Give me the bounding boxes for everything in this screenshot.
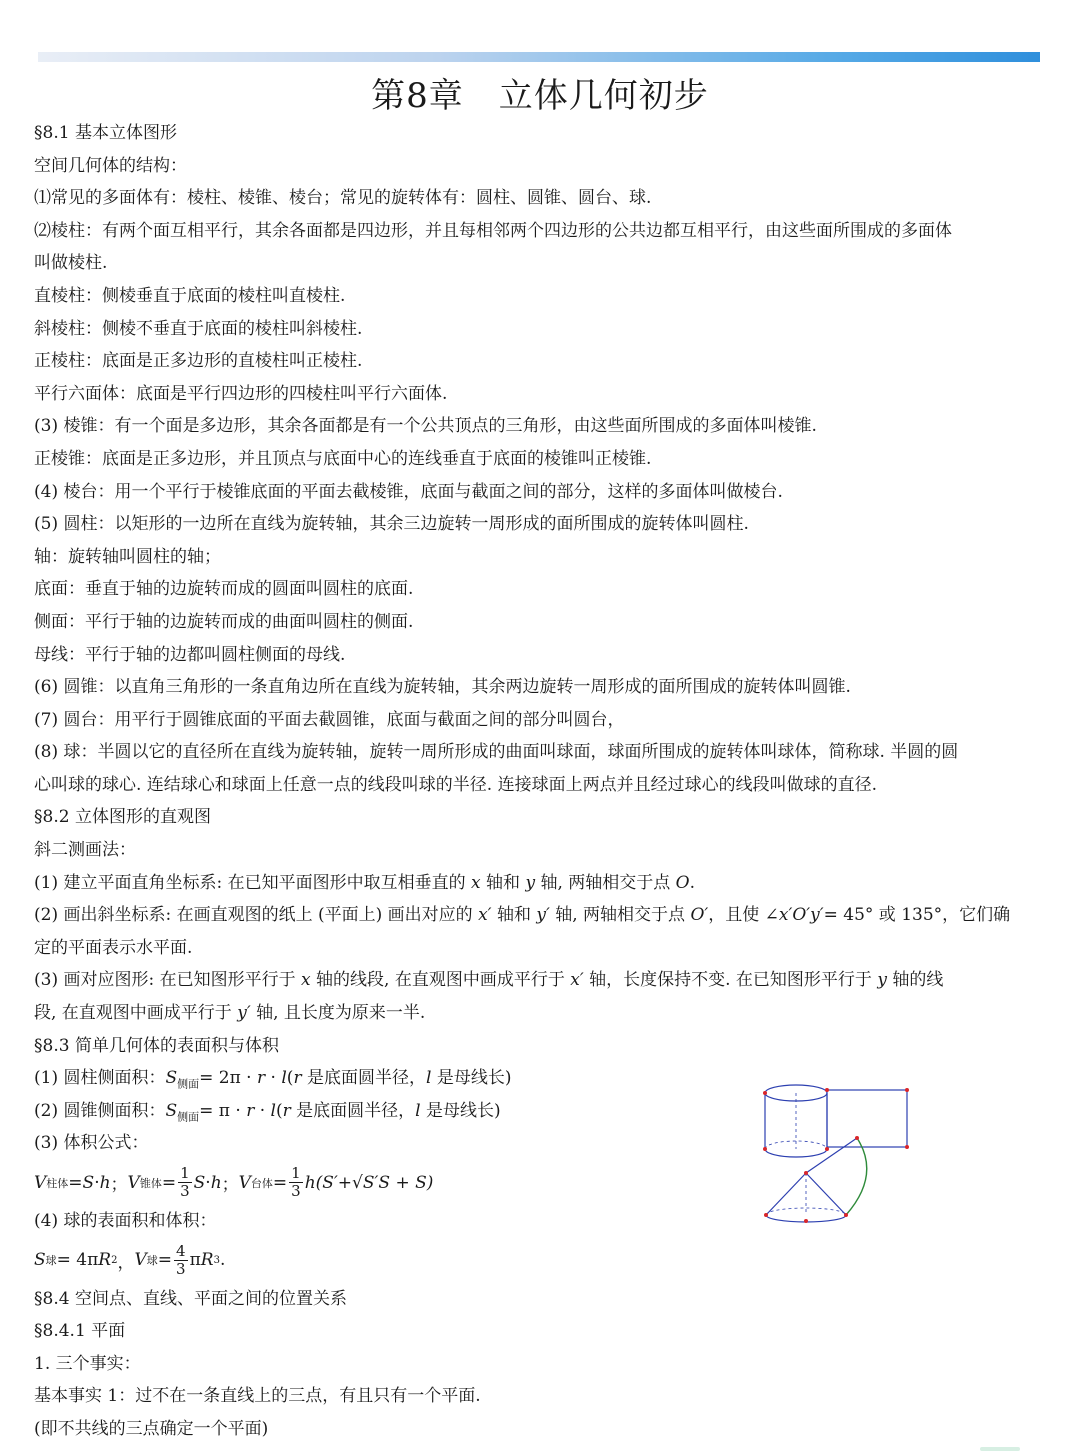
text-span: (3) 画对应图形: 在已知图形平行于 — [34, 970, 302, 991]
text-span: ( — [286, 1068, 294, 1089]
math-subscript: 侧面 — [177, 1077, 200, 1091]
text-line: 轴：旋转轴叫圆柱的轴； — [34, 546, 221, 567]
text-line — [34, 997, 1044, 1030]
text-line: (4) 球的表面积和体积： — [34, 1211, 217, 1231]
numerator: 1 — [180, 1164, 190, 1182]
cone-left-slant — [766, 1173, 806, 1215]
text-span: 是母线长) — [431, 1068, 512, 1089]
math-var: r — [257, 1068, 266, 1089]
math-expression: (S′+√S′S + S) — [315, 1172, 434, 1193]
text-span: 轴的线段, 在直观图中画成平行于 — [310, 970, 571, 991]
text-span: 段, 在直观图中画成平行于 — [34, 1003, 238, 1024]
denominator: 3 — [180, 1182, 190, 1200]
text-span: = 2π · — [199, 1068, 257, 1089]
text-line: 平行六面体：底面是平行四边形的四棱柱叫平行六面体. — [34, 383, 448, 404]
math-var: x — [471, 872, 481, 893]
text-span: (1) 圆柱侧面积： — [34, 1068, 166, 1089]
text-span: ； — [221, 1175, 239, 1195]
text-line: (即不共线的三点确定一个平面) — [34, 1418, 269, 1439]
text-line — [34, 964, 1044, 997]
vertex-point — [825, 1088, 829, 1092]
text-span: ，且使 ∠ — [708, 905, 779, 926]
chapter-title: 第8章 立体几何初步 — [371, 76, 709, 116]
text-span: . — [689, 872, 696, 893]
text-span: ； — [110, 1175, 128, 1195]
document-body — [34, 117, 1044, 1446]
math-var: V — [34, 1172, 47, 1193]
math-var: S — [82, 1172, 95, 1193]
text-line — [34, 899, 1044, 932]
text-span: 轴和 — [491, 905, 537, 926]
section-heading: §8.4.1 平面 — [34, 1321, 126, 1342]
section-heading: §8.2 立体图形的直观图 — [34, 807, 211, 828]
section-heading: §8.1 基本立体图形 — [34, 123, 177, 143]
vertex-point — [825, 1147, 829, 1151]
math-var: y — [525, 872, 536, 893]
fraction — [174, 1243, 188, 1278]
section-heading: §8.4 空间点、直线、平面之间的位置关系 — [34, 1288, 347, 1309]
math-var: R — [98, 1250, 112, 1271]
text-span: . — [219, 1250, 226, 1271]
text-line: (8) 球：半圆以它的直径所在直线为旋转轴，旋转一周所形成的曲面叫球面，球面所围成的旋转体叫球体，简称球. 半圆的圆 — [34, 742, 959, 763]
text-span: 轴, 两轴相交于点 — [535, 872, 676, 893]
math-var: x′ — [478, 905, 492, 926]
text-line: 斜二测画法： — [34, 840, 136, 861]
corner-watermark-decoration — [980, 1446, 1020, 1452]
text-line: 正棱锥：底面是正多边形，并且顶点与底面中心的连线垂直于底面的棱锥叫正棱锥. — [34, 448, 652, 469]
math-var: l — [415, 1100, 421, 1121]
text-span: = — [68, 1172, 83, 1193]
text-line: 正棱柱：底面是正多边形的直棱柱叫正棱柱. — [34, 351, 363, 372]
math-subscript: 侧面 — [177, 1110, 200, 1124]
math-var: x — [301, 970, 311, 991]
denominator: 3 — [291, 1182, 301, 1200]
math-var: y — [877, 970, 887, 991]
math-var: h — [210, 1172, 222, 1193]
math-var: R — [200, 1250, 214, 1271]
text-span: 轴，长度保持不变. 在已知图形平行于 — [583, 970, 878, 991]
math-var: O — [675, 872, 690, 893]
vertex-point — [855, 1136, 859, 1140]
math-var: S — [165, 1100, 178, 1121]
cylinder-figure — [765, 1085, 827, 1157]
fraction — [178, 1165, 192, 1200]
math-var: O′ — [690, 905, 709, 926]
text-line: 斜棱柱：侧棱不垂直于底面的棱柱叫斜棱柱. — [34, 318, 363, 339]
text-span: 是母线长) — [420, 1100, 501, 1121]
text-line: (6) 圆锥：以直角三角形的一条直角边所在直线为旋转轴，其余两边旋转一周形成的面所围成的旋转体叫圆锥. — [34, 677, 851, 698]
text-span: 轴, 且长度为原来一半. — [250, 1003, 426, 1024]
math-subscript: 柱体 — [46, 1176, 69, 1190]
unrolled-lateral-rectangle — [827, 1090, 907, 1147]
text-span: (2) 画出斜坐标系: 在画直观图的纸上 (平面上) 画出对应的 — [34, 905, 479, 926]
text-line: 侧面：平行于轴的边旋转而成的曲面叫圆柱的侧面. — [34, 611, 414, 632]
text-span: = — [272, 1172, 288, 1193]
math-var: y′ — [536, 905, 550, 926]
header-accent-bar — [38, 52, 1040, 62]
cylinder-cone-unfolding-diagram — [756, 1075, 916, 1230]
math-var: l — [270, 1100, 276, 1121]
cone-figure — [766, 1138, 857, 1222]
math-var: l — [425, 1068, 432, 1089]
math-var: x′O′y′ — [778, 905, 824, 926]
text-span: 轴, 两轴相交于点 — [549, 905, 691, 926]
text-line: (4) 棱台：用一个平行于棱锥底面的平面去截棱锥，底面与截面之间的部分，这样的多面体叫做棱台. — [34, 481, 783, 502]
text-span: · — [254, 1100, 271, 1121]
text-span: ( — [275, 1100, 283, 1121]
text-span: 是底面圆半径， — [290, 1100, 416, 1121]
math-var: r — [293, 1068, 302, 1089]
vertex-point — [804, 1171, 808, 1175]
math-subscript: 球 — [45, 1254, 57, 1268]
denominator: 3 — [176, 1259, 186, 1278]
text-span: ， — [117, 1252, 135, 1273]
text-line — [34, 867, 1044, 900]
math-superscript: 2 — [111, 1254, 118, 1266]
math-var: S — [165, 1068, 178, 1089]
text-span: = 45° 或 135°，它们确 — [823, 905, 1011, 926]
text-line: (7) 圆台：用平行于圆锥底面的平面去截圆锥，底面与截面之间的部分叫圆台， — [34, 709, 625, 730]
vertex-point — [763, 1091, 767, 1095]
text-line: 母线：平行于轴的边都叫圆柱侧面的母线. — [34, 644, 346, 665]
text-line: 定的平面表示水平面. — [34, 937, 193, 958]
vertex-point — [905, 1145, 909, 1149]
math-var: S — [34, 1250, 46, 1271]
text-line: (3) 棱锥：有一个面是多边形，其余各面都是有一个公共顶点的三角形，由这些面所围成的多面体叫棱锥. — [34, 416, 817, 437]
vertex-point — [905, 1088, 909, 1092]
fraction — [289, 1165, 303, 1200]
text-line: ⑴常见的多面体有：棱柱、棱锥、棱台；常见的旋转体有：圆柱、圆锥、圆台、球. — [34, 188, 652, 209]
math-var: V — [238, 1172, 251, 1193]
math-subscript: 台体 — [250, 1176, 273, 1190]
text-line: (3) 体积公式： — [34, 1133, 149, 1154]
text-span: (1) 建立平面直角坐标系: 在已知平面图形中取互相垂直的 — [34, 872, 472, 893]
text-line: 基本事实 1：过不在一条直线上的三点，有且只有一个平面. — [34, 1386, 481, 1407]
math-subscript: 锥体 — [139, 1176, 162, 1190]
text-line: 心叫球的球心. 连结球心和球面上任意一点的线段叫球的半径. 连接球面上两点并且经过球心的线段叫做球的直径. — [34, 774, 878, 795]
text-line: ⑵棱柱：有两个面互相平行，其余各面都是四边形，并且每相邻两个四边形的公共边都互相平行，由这些面所围成的多面体 — [34, 220, 952, 241]
text-line: 直棱柱：侧棱垂直于底面的棱柱叫直棱柱. — [34, 285, 346, 306]
text-span: = — [157, 1250, 173, 1271]
math-var: h — [304, 1172, 316, 1193]
math-var: V — [127, 1172, 140, 1193]
math-superscript: 3 — [213, 1254, 220, 1266]
text-line: 1. 三个事实： — [34, 1353, 141, 1374]
text-span: 轴和 — [480, 872, 526, 893]
cone-sector-arc — [846, 1138, 867, 1215]
text-span: · — [205, 1172, 211, 1193]
text-span: = π · — [199, 1100, 247, 1121]
text-line: (5) 圆柱：以矩形的一边所在直线为旋转轴，其余三边旋转一周形成的面所围成的旋转体叫圆柱. — [34, 514, 749, 535]
watermark-bar — [980, 1447, 1020, 1451]
math-var: r — [282, 1100, 291, 1121]
math-var: S — [193, 1172, 206, 1193]
vertex-point — [804, 1219, 808, 1223]
text-line: 叫做棱柱. — [34, 253, 108, 274]
cylinder-bottom-arc — [765, 1149, 827, 1157]
math-var: h — [99, 1172, 111, 1193]
text-line: 底面：垂直于轴的边旋转而成的圆面叫圆柱的底面. — [34, 579, 414, 600]
section-heading: §8.3 简单几何体的表面积与体积 — [34, 1035, 279, 1056]
text-line: 空间几何体的结构： — [34, 155, 187, 176]
numerator: 1 — [291, 1164, 301, 1182]
text-span: · — [265, 1068, 282, 1089]
math-var: r — [246, 1100, 255, 1121]
text-span: (2) 圆锥侧面积： — [34, 1100, 166, 1121]
math-var: V — [134, 1250, 147, 1271]
sphere-formula — [34, 1238, 1044, 1283]
text-span: 是底面圆半径， — [301, 1068, 426, 1089]
diagram-vertices — [763, 1088, 909, 1223]
vertex-point — [764, 1213, 768, 1217]
math-var: y′ — [237, 1003, 251, 1024]
text-span: = — [161, 1172, 177, 1193]
text-span: · — [94, 1172, 100, 1193]
vertex-point — [763, 1147, 767, 1151]
math-var: l — [281, 1068, 287, 1089]
math-var: x′ — [570, 970, 584, 991]
math-subscript: 球 — [146, 1254, 158, 1268]
text-span: = 4π — [56, 1250, 99, 1271]
vertex-point — [844, 1213, 848, 1217]
numerator: 4 — [176, 1241, 186, 1260]
text-span: π — [189, 1250, 201, 1271]
text-span: 轴的线 — [886, 970, 944, 991]
